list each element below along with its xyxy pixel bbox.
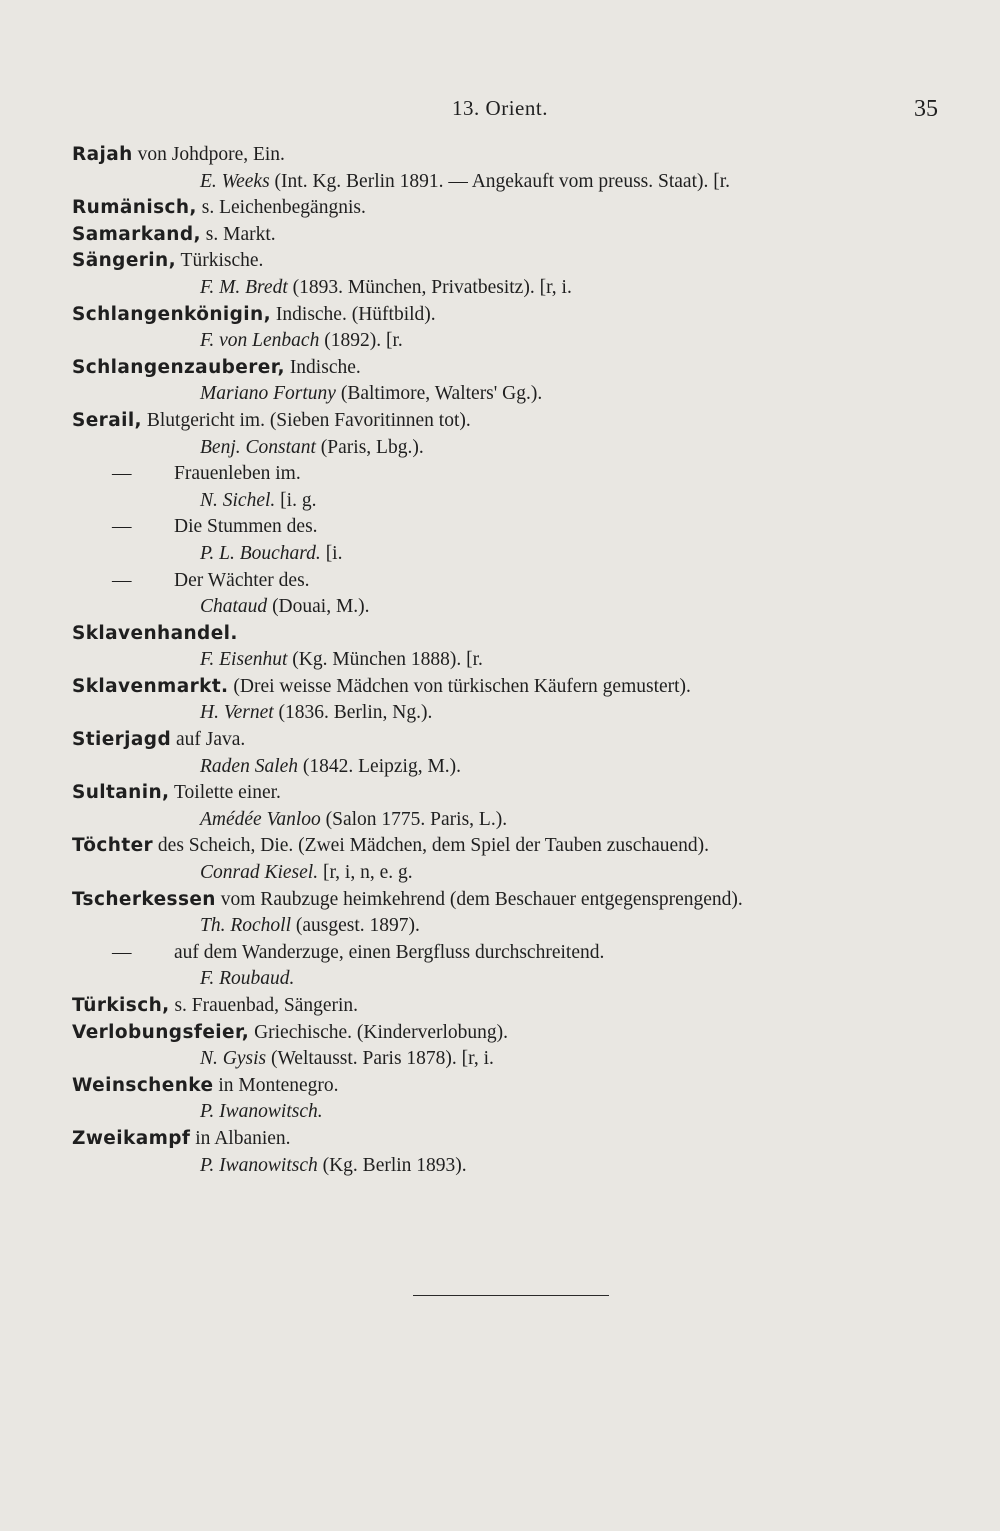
- ditto-dash: —: [112, 516, 132, 538]
- index-entry: [0, 195, 1000, 222]
- page-number: 35: [914, 96, 938, 122]
- entry-description: Indische. (Hüftbild).: [271, 303, 436, 325]
- entry-keyword: Töchter: [72, 835, 154, 857]
- source-details: (ausgest. 1897).: [291, 915, 420, 937]
- ditto-dash: —: [112, 941, 132, 963]
- artist-name: F. Eisenhut: [200, 649, 288, 671]
- index-entry: [0, 887, 1000, 914]
- source-details: (1893. München, Privatbesitz). [r, i.: [287, 276, 572, 298]
- entry-source: [0, 1153, 1000, 1180]
- entry-keyword: Verlobungsfeier,: [72, 1021, 250, 1043]
- entry-source: [0, 647, 1000, 674]
- artist-name: F. von Lenbach: [200, 330, 320, 352]
- entry-description: von Johdpore, Ein.: [132, 144, 285, 165]
- artist-name: P. Iwanowitsch.: [200, 1101, 323, 1123]
- index-entry: [0, 1126, 1000, 1153]
- entry-keyword: Schlangenzauberer,: [72, 356, 285, 378]
- artist-name: N. Gysis: [200, 1048, 267, 1070]
- entry-keyword: Rumänisch,: [72, 197, 197, 219]
- entry-source: [0, 541, 1000, 568]
- entry-description: in Montenegro.: [213, 1074, 339, 1096]
- end-rule: [413, 1295, 609, 1296]
- source-details: (1842. Leipzig, M.).: [298, 755, 462, 777]
- artist-name: Amédée Vanloo: [200, 808, 321, 830]
- entry-description: Toilette einer.: [169, 782, 281, 804]
- index-entry: [0, 1020, 1000, 1047]
- artist-name: N. Sichel.: [200, 489, 276, 511]
- entry-keyword: Sklavenhandel.: [72, 622, 238, 644]
- artist-name: F. M. Bredt: [200, 276, 288, 298]
- index-entry: [0, 1073, 1000, 1100]
- entry-description: vom Raubzuge heimkehrend (dem Beschauer entgegensprengend).: [215, 888, 743, 910]
- entry-description: s. Markt.: [200, 223, 276, 245]
- running-header: [0, 96, 1000, 128]
- entry-source: [0, 807, 1000, 834]
- artist-name: H. Vernet: [200, 702, 274, 724]
- artist-name: Benj. Constant: [200, 436, 316, 458]
- sub-entry-text: auf dem Wanderzuge, einen Bergfluss durchschreitend.: [174, 941, 605, 963]
- index-entry: [0, 222, 1000, 249]
- entry-keyword: Sängerin,: [72, 250, 177, 272]
- entry-keyword: Sklavenmarkt.: [72, 675, 229, 697]
- sub-entry-text: Die Stummen des.: [174, 516, 318, 538]
- source-details: (1836. Berlin, Ng.).: [273, 702, 433, 724]
- index-entry: [0, 780, 1000, 807]
- artist-name: Th. Rocholl: [200, 915, 291, 937]
- index-entry: [0, 833, 1000, 860]
- source-details: [r, i, n, e. g.: [318, 862, 413, 884]
- sub-entry: [0, 514, 1000, 541]
- entry-source: [0, 328, 1000, 355]
- entry-keyword: Weinschenke: [72, 1074, 214, 1096]
- index-entry: [0, 142, 1000, 169]
- entry-description: in Albanien.: [190, 1127, 291, 1149]
- entry-source: [0, 754, 1000, 781]
- artist-name: F. Roubaud.: [200, 968, 295, 990]
- source-details: (Kg. Berlin 1893).: [317, 1154, 467, 1176]
- ditto-dash: —: [112, 463, 132, 485]
- source-details: (Paris, Lbg.).: [315, 436, 424, 458]
- entry-keyword: Samarkand,: [72, 223, 201, 245]
- source-details: (Baltimore, Walters' Gg.).: [335, 383, 543, 405]
- index-entry: [0, 302, 1000, 329]
- index-entry: [0, 674, 1000, 701]
- artist-name: P. L. Bouchard.: [200, 542, 321, 564]
- entry-description: s. Leichenbegängnis.: [196, 197, 366, 219]
- entry-keyword: Zweikampf: [72, 1127, 191, 1149]
- entry-source: [0, 860, 1000, 887]
- entry-source: [0, 488, 1000, 515]
- entry-keyword: Serail,: [72, 409, 142, 431]
- ditto-dash: —: [112, 569, 132, 591]
- source-details: (1892). [r.: [319, 330, 403, 352]
- entry-description: auf Java.: [171, 729, 246, 751]
- entry-keyword: Tscherkessen: [72, 888, 216, 910]
- entry-source: [0, 275, 1000, 302]
- index-entry: [0, 993, 1000, 1020]
- index-entry: [0, 727, 1000, 754]
- sub-entry: [0, 568, 1000, 595]
- artist-name: Conrad Kiesel.: [200, 862, 319, 884]
- entry-keyword: Stierjagd: [72, 729, 172, 751]
- entry-keyword: Sultanin,: [72, 782, 170, 804]
- entry-keyword: Rajah: [72, 144, 133, 165]
- entry-source: [0, 169, 1000, 196]
- sub-entry-text: Frauenleben im.: [174, 463, 301, 485]
- entry-source: [0, 913, 1000, 940]
- sub-entry-text: Der Wächter des.: [174, 569, 310, 591]
- source-details: [i. g.: [275, 489, 317, 511]
- artist-name: Chataud: [200, 596, 268, 618]
- section-title: 13. Orient.: [452, 96, 548, 120]
- source-details: (Kg. München 1888). [r.: [287, 649, 483, 671]
- entry-source: [0, 381, 1000, 408]
- source-details: (Weltausst. Paris 1878). [r, i.: [266, 1048, 494, 1070]
- entry-source: [0, 700, 1000, 727]
- entry-description: Blutgericht im. (Sieben Favoritinnen tot).: [142, 409, 471, 431]
- source-details: (Int. Kg. Berlin 1891. — Angekauft vom preuss. Staat). [r.: [269, 170, 731, 192]
- source-details: [i.: [320, 542, 343, 564]
- entry-source: [0, 966, 1000, 993]
- entry-description: s. Frauenbad, Sängerin.: [169, 995, 359, 1016]
- entry-source: [0, 435, 1000, 462]
- artist-name: Mariano Fortuny: [200, 383, 336, 405]
- entry-description: (Drei weisse Mädchen von türkischen Käufern gemustert).: [228, 675, 691, 697]
- index-entry: [0, 248, 1000, 275]
- source-details: (Salon 1775. Paris, L.).: [320, 808, 508, 830]
- sub-entry: [0, 461, 1000, 488]
- entry-description: des Scheich, Die. (Zwei Mädchen, dem Spiel der Tauben zuschauend).: [153, 835, 710, 857]
- index-entries: [0, 142, 1000, 1179]
- entry-description: Griechische. (Kinderverlobung).: [249, 1021, 509, 1043]
- entry-keyword: Schlangenkönigin,: [72, 303, 272, 325]
- sub-entry: [0, 940, 1000, 967]
- entry-source: [0, 1046, 1000, 1073]
- entry-keyword: Türkisch,: [72, 995, 170, 1016]
- index-entry: [0, 355, 1000, 382]
- artist-name: Raden Saleh: [200, 755, 299, 777]
- index-entry: [0, 621, 1000, 648]
- entry-description: Türkische.: [176, 250, 264, 272]
- artist-name: E. Weeks: [200, 170, 270, 192]
- artist-name: P. Iwanowitsch: [200, 1154, 318, 1176]
- entry-source: [0, 1099, 1000, 1126]
- source-details: (Douai, M.).: [267, 596, 370, 618]
- entry-source: [0, 594, 1000, 621]
- index-entry: [0, 408, 1000, 435]
- entry-description: Indische.: [284, 356, 361, 378]
